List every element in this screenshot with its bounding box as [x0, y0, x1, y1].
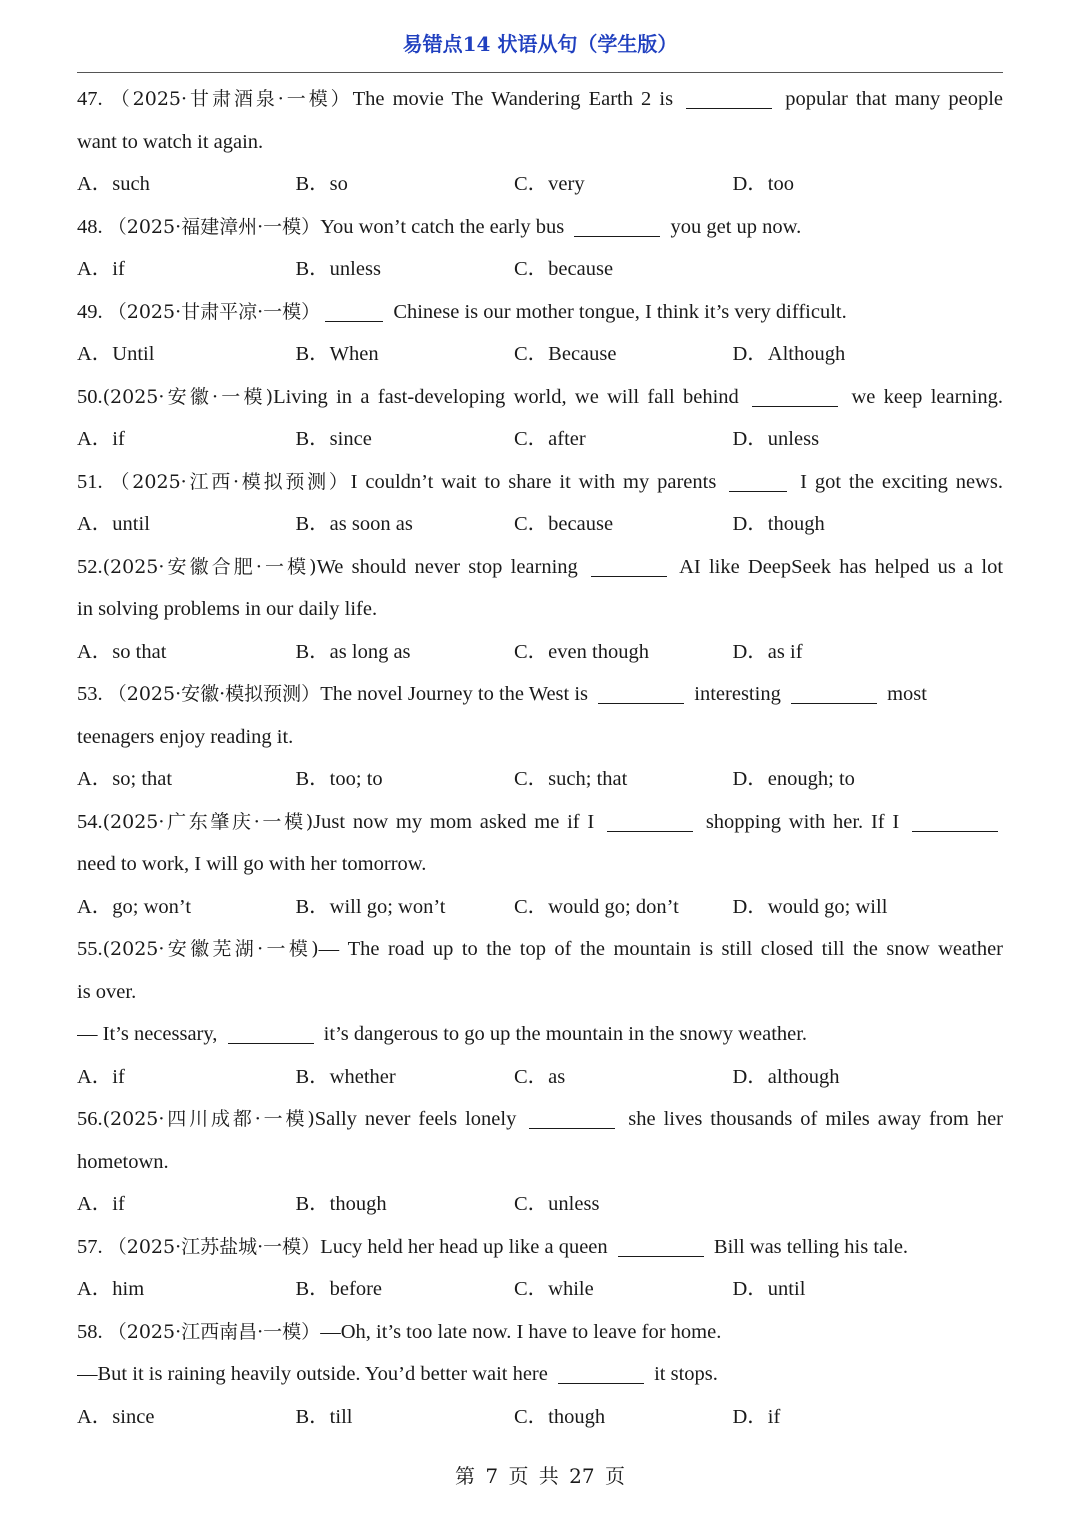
option-b[interactable]: B．as soon as: [295, 513, 413, 535]
answer-blank: [325, 299, 383, 322]
option-d[interactable]: D．Although: [732, 343, 846, 365]
question-list: [77, 78, 1003, 1438]
option-d[interactable]: D．until: [732, 1278, 806, 1300]
question-source: (2025·四川成都·一模): [102, 1108, 315, 1130]
question-source: （2025·福建漳州·一模）: [107, 215, 321, 238]
option-b[interactable]: B．too; to: [295, 768, 383, 790]
option-a[interactable]: A．if: [77, 1193, 125, 1215]
option-a[interactable]: A．him: [77, 1278, 145, 1300]
option-d[interactable]: D．though: [732, 513, 825, 535]
question-53-stem-cont: teenagers enjoy reading it.: [77, 725, 294, 748]
page-header-title: 易错点14 状语从句（学生版）: [402, 32, 678, 56]
option-a[interactable]: A．Until: [77, 343, 155, 365]
option-a[interactable]: A．if: [77, 258, 125, 280]
option-c[interactable]: C．because: [514, 513, 614, 535]
answer-blank: [618, 1234, 704, 1257]
question-source: （2025·江西南昌·一模）: [107, 1320, 321, 1343]
question-52-stem: 52.(2025·安徽合肥·一模)We should never stop learning AI like DeepSeek has helped us a lot: [77, 555, 1003, 578]
option-d[interactable]: D．unless: [732, 428, 820, 450]
question-source: （2025·甘肃酒泉·一模）: [110, 88, 353, 110]
question-source: (2025·安徽合肥·一模): [102, 555, 317, 578]
option-c[interactable]: C．even though: [514, 640, 649, 663]
option-b[interactable]: B．as long as: [295, 640, 411, 663]
question-source: （2025·甘肃平凉·一模）: [107, 300, 321, 323]
option-b[interactable]: B．before: [295, 1278, 383, 1300]
question-source: (2025·广东肇庆·一模): [102, 810, 314, 833]
option-a[interactable]: A．until: [77, 513, 150, 535]
answer-blank: [752, 384, 838, 407]
header-divider: [77, 72, 1003, 73]
question-57-stem: 57. （2025·江苏盐城·一模）Lucy held her head up like a queen Bill was telling his tale.: [77, 1235, 909, 1258]
question-55-reply: — It’s necessary, it’s dangerous to go up the mountain in the snowy weather.: [77, 1023, 808, 1045]
option-c[interactable]: C．while: [514, 1278, 594, 1300]
option-b[interactable]: B．When: [295, 343, 379, 365]
question-54-stem: 54.(2025·广东肇庆·一模)Just now my mom asked me if I shopping with her. If I: [77, 801, 1003, 844]
question-52-options: [77, 631, 1003, 674]
option-b[interactable]: B．whether: [295, 1065, 396, 1088]
question-47-options: [77, 163, 1003, 206]
question-source: （2025·江西·模拟预测）: [110, 470, 351, 493]
option-b[interactable]: B．since: [295, 428, 372, 450]
question-source: (2025·安徽芜湖·一模): [102, 938, 319, 960]
question-53-stem: 53. （2025·安徽·模拟预测）The novel Journey to the West is interesting most: [77, 683, 927, 705]
question-51-options: [77, 503, 1003, 546]
option-c[interactable]: C．Because: [514, 343, 617, 365]
answer-blank: [228, 1021, 314, 1044]
question-55-stem-cont: is over.: [77, 980, 137, 1003]
question-48-options: [77, 248, 1003, 291]
question-source: (2025·安徽·一模): [102, 385, 274, 408]
option-c[interactable]: C．would go; don’t: [514, 895, 679, 918]
option-a[interactable]: A．if: [77, 1065, 125, 1088]
question-48-stem: 48. （2025·福建漳州·一模）You won’t catch the early bus you get up now.: [77, 215, 802, 238]
question-50-stem: 50.(2025·安徽·一模)Living in a fast-developing world, we will fall behind we keep learning.: [77, 385, 1003, 408]
option-d[interactable]: D．too: [732, 173, 794, 195]
option-a[interactable]: A．since: [77, 1405, 155, 1428]
option-d[interactable]: D．as if: [732, 640, 803, 663]
answer-blank: [529, 1106, 615, 1129]
page-number-footer: 第 7 页 共 27 页: [455, 1464, 625, 1488]
answer-blank: [607, 809, 693, 832]
question-source: （2025·安徽·模拟预测）: [107, 683, 321, 705]
option-d[interactable]: D．would go; will: [732, 895, 888, 918]
question-50-options: [77, 418, 1003, 461]
question-54-options: [77, 886, 1003, 929]
answer-blank: [791, 681, 877, 704]
option-d[interactable]: D．although: [732, 1065, 840, 1088]
option-d[interactable]: D．if: [732, 1405, 781, 1428]
option-b[interactable]: B．so: [295, 173, 348, 195]
option-b[interactable]: B．though: [295, 1193, 387, 1215]
answer-blank: [598, 681, 684, 704]
question-57-options: [77, 1268, 1003, 1311]
option-c[interactable]: C．as: [514, 1065, 566, 1088]
question-49-stem: 49. （2025·甘肃平凉·一模） Chinese is our mother tongue, I think it’s very difficult.: [77, 300, 847, 323]
option-c[interactable]: C．such; that: [514, 768, 628, 790]
question-47-stem: 47. （2025·甘肃酒泉·一模）The movie The Wandering Earth 2 is popular that many people: [77, 88, 1003, 110]
question-56-stem-cont: hometown.: [77, 1150, 169, 1173]
option-a[interactable]: A．so that: [77, 640, 167, 663]
question-56-options: [77, 1183, 1003, 1226]
option-c[interactable]: C．after: [514, 428, 586, 450]
question-54-stem-cont: need to work, I will go with her tomorrow.: [77, 853, 427, 875]
answer-blank: [912, 809, 998, 832]
question-53-options: [77, 758, 1003, 801]
answer-blank: [558, 1361, 644, 1384]
option-b[interactable]: B．till: [295, 1405, 353, 1428]
answer-blank: [729, 469, 787, 492]
answer-blank: [686, 86, 772, 109]
question-58-options: [77, 1396, 1003, 1439]
question-52-stem-cont: in solving problems in our daily life.: [77, 598, 378, 620]
question-47-stem-cont: want to watch it again.: [77, 130, 264, 153]
option-a[interactable]: A．so; that: [77, 768, 173, 790]
option-a[interactable]: A．such: [77, 173, 150, 195]
option-c[interactable]: C．though: [514, 1405, 606, 1428]
option-c[interactable]: C．unless: [514, 1193, 600, 1215]
option-b[interactable]: B．will go; won’t: [295, 895, 446, 918]
question-56-stem: 56.(2025·四川成都·一模)Sally never feels lonely she lives thousands of miles away from her: [77, 1108, 1003, 1130]
option-c[interactable]: C．very: [514, 173, 585, 195]
question-58-stem: 58. （2025·江西南昌·一模）—Oh, it’s too late now. I have to leave for home.: [77, 1320, 722, 1343]
option-b[interactable]: B．unless: [295, 258, 381, 280]
option-a[interactable]: A．if: [77, 428, 125, 450]
question-source: （2025·江苏盐城·一模）: [107, 1235, 321, 1258]
question-55-options: [77, 1056, 1003, 1099]
question-49-options: [77, 333, 1003, 376]
question-58-reply: —But it is raining heavily outside. You’d better wait here it stops.: [77, 1363, 718, 1385]
option-d[interactable]: D．enough; to: [732, 768, 855, 790]
question-51-stem: 51. （2025·江西·模拟预测）I couldn’t wait to share it with my parents I got the exciting news.: [77, 470, 1003, 493]
question-55-stem: 55.(2025·安徽芜湖·一模)— The road up to the top of the mountain is still closed till the snow weather: [77, 938, 1003, 960]
option-c[interactable]: C．because: [514, 258, 614, 280]
answer-blank: [574, 214, 660, 237]
answer-blank: [591, 554, 667, 577]
option-a[interactable]: A．go; won’t: [77, 895, 192, 918]
